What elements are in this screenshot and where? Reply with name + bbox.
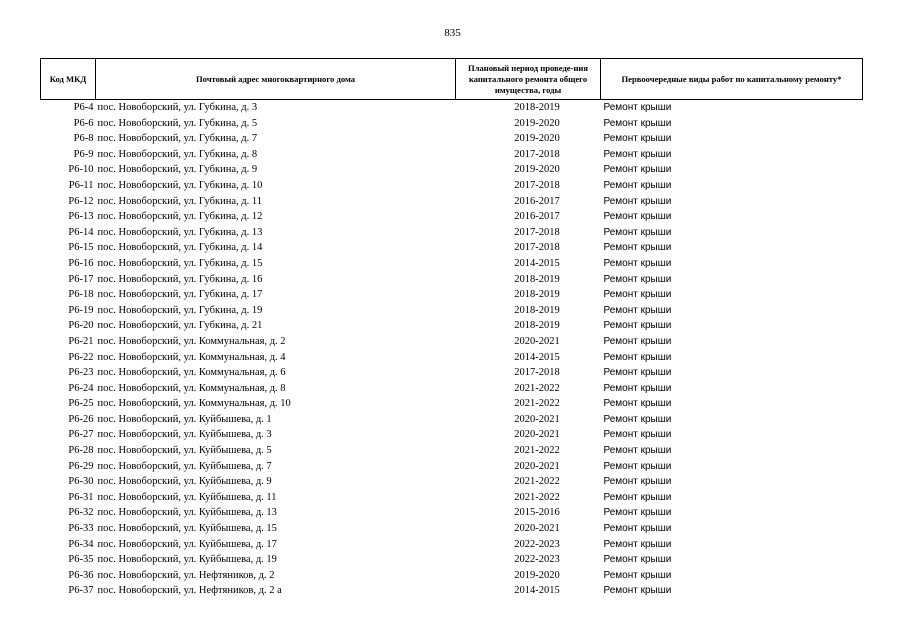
cell-address: пос. Новоборский, ул. Куйбышева, д. 9	[97, 476, 272, 488]
table-row	[41, 147, 863, 163]
cell-code: Р6-15	[68, 242, 94, 254]
cell-period: 2018-2019	[514, 304, 560, 316]
table-row	[41, 365, 863, 381]
cell-period: 2017-2018	[514, 226, 560, 238]
cell-works: Ремонт крыши	[603, 133, 672, 145]
cell-period: 2016-2017	[514, 195, 560, 207]
header-period: Плановый период проведе-ния капитального ремонта общего имущества, годы	[456, 59, 601, 100]
cell-period: 2014-2015	[514, 585, 560, 597]
cell-period: 2016-2017	[514, 211, 560, 223]
table-row	[41, 552, 863, 568]
cell-address: пос. Новоборский, ул. Губкина, д. 19	[97, 304, 263, 316]
cell-period: 2018-2019	[514, 273, 560, 285]
cell-works: Ремонт крыши	[603, 429, 672, 441]
cell-code: Р6-22	[68, 351, 94, 363]
cell-period: 2022-2023	[514, 538, 560, 550]
cell-code: Р6-19	[68, 304, 94, 316]
cell-code: Р6-18	[68, 289, 94, 301]
cell-code: Р6-14	[68, 226, 94, 238]
table-row	[41, 505, 863, 521]
cell-address: пос. Новоборский, ул. Куйбышева, д. 11	[97, 491, 277, 503]
table-row	[41, 116, 863, 132]
cell-period: 2022-2023	[514, 554, 560, 566]
cell-code: Р6-29	[68, 460, 94, 472]
table-row	[41, 381, 863, 397]
table-row	[41, 334, 863, 350]
cell-address: пос. Новоборский, ул. Губкина, д. 12	[97, 211, 263, 223]
table-header	[41, 59, 863, 100]
cell-code: Р6-16	[68, 257, 94, 269]
cell-period: 2020-2021	[514, 523, 560, 535]
cell-works: Ремонт крыши	[603, 289, 672, 301]
cell-works: Ремонт крыши	[603, 569, 672, 581]
cell-works: Ремонт крыши	[603, 367, 672, 379]
cell-code: Р6-25	[68, 398, 94, 410]
cell-code: Р6-10	[68, 164, 94, 176]
table-row	[41, 131, 863, 147]
cell-period: 2021-2022	[514, 476, 560, 488]
cell-code: Р6-24	[68, 382, 94, 394]
cell-works: Ремонт крыши	[603, 242, 672, 254]
header-code: Код МКД	[41, 59, 96, 100]
cell-code: Р6-12	[68, 195, 94, 207]
cell-works: Ремонт крыши	[603, 179, 672, 191]
cell-works: Ремонт крыши	[603, 491, 672, 503]
table-row	[41, 396, 863, 412]
cell-period: 2015-2016	[514, 507, 560, 519]
cell-address: пос. Новоборский, ул. Куйбышева, д. 7	[97, 460, 272, 472]
cell-works: Ремонт крыши	[603, 148, 672, 160]
cell-works: Ремонт крыши	[603, 445, 672, 457]
table-row	[41, 194, 863, 210]
cell-period: 2017-2018	[514, 148, 560, 160]
cell-address: пос. Новоборский, ул. Губкина, д. 17	[97, 289, 263, 301]
cell-works: Ремонт крыши	[603, 211, 672, 223]
cell-period: 2021-2022	[514, 382, 560, 394]
table-row	[41, 303, 863, 319]
cell-address: пос. Новоборский, ул. Коммунальная, д. 6	[97, 367, 286, 379]
cell-address: пос. Новоборский, ул. Губкина, д. 16	[97, 273, 263, 285]
cell-code: Р6-13	[68, 211, 94, 223]
cell-works: Ремонт крыши	[603, 460, 672, 472]
cell-address: пос. Новоборский, ул. Губкина, д. 14	[97, 242, 263, 254]
cell-code: Р6-21	[68, 335, 94, 347]
cell-address: пос. Новоборский, ул. Губкина, д. 15	[97, 257, 263, 269]
cell-address: пос. Новоборский, ул. Куйбышева, д. 17	[97, 538, 277, 550]
cell-code: Р6-35	[68, 554, 94, 566]
cell-code: Р6-30	[68, 476, 94, 488]
table-row	[41, 178, 863, 194]
page-number: 835	[444, 27, 461, 39]
cell-code: Р6-37	[68, 585, 94, 597]
table-row	[41, 443, 863, 459]
cell-works: Ремонт крыши	[603, 164, 672, 176]
cell-code: Р6-23	[68, 367, 94, 379]
table-row	[41, 568, 863, 584]
cell-period: 2021-2022	[514, 491, 560, 503]
cell-address: пос. Новоборский, ул. Коммунальная, д. 8	[97, 382, 286, 394]
cell-works: Ремонт крыши	[603, 507, 672, 519]
cell-address: пос. Новоборский, ул. Губкина, д. 5	[97, 117, 258, 129]
table-row	[41, 350, 863, 366]
cell-code: Р6-34	[68, 538, 94, 550]
cell-works: Ремонт крыши	[603, 413, 672, 425]
table-row	[41, 256, 863, 272]
cell-code: Р6-33	[68, 523, 94, 535]
table-row	[41, 162, 863, 178]
cell-period: 2019-2020	[514, 133, 560, 145]
cell-period: 2019-2020	[514, 164, 560, 176]
cell-period: 2020-2021	[514, 460, 560, 472]
table-row	[41, 459, 863, 475]
cell-code: Р6-17	[68, 273, 94, 285]
table-row	[41, 225, 863, 241]
table-row	[41, 272, 863, 288]
cell-code: Р6-8	[73, 133, 94, 145]
table-row	[41, 521, 863, 537]
cell-address: пос. Новоборский, ул. Губкина, д. 11	[97, 195, 262, 207]
cell-address: пос. Новоборский, ул. Куйбышева, д. 15	[97, 523, 277, 535]
cell-works: Ремонт крыши	[603, 538, 672, 550]
cell-address: пос. Новоборский, ул. Губкина, д. 21	[97, 320, 263, 332]
cell-address: пос. Новоборский, ул. Куйбышева, д. 3	[97, 429, 272, 441]
cell-address: пос. Новоборский, ул. Коммунальная, д. 10	[97, 398, 291, 410]
cell-address: пос. Новоборский, ул. Губкина, д. 13	[97, 226, 263, 238]
table-row	[41, 318, 863, 334]
cell-address: пос. Новоборский, ул. Куйбышева, д. 1	[97, 413, 272, 425]
cell-period: 2021-2022	[514, 398, 560, 410]
cell-period: 2014-2015	[514, 257, 560, 269]
table-row	[41, 240, 863, 256]
cell-period: 2017-2018	[514, 367, 560, 379]
cell-works: Ремонт крыши	[603, 554, 672, 566]
cell-period: 2020-2021	[514, 413, 560, 425]
capital-repair-table	[40, 58, 863, 599]
cell-works: Ремонт крыши	[603, 273, 672, 285]
cell-works: Ремонт крыши	[603, 585, 672, 597]
cell-works: Ремонт крыши	[603, 398, 672, 410]
cell-works: Ремонт крыши	[603, 320, 672, 332]
cell-code: Р6-27	[68, 429, 94, 441]
cell-works: Ремонт крыши	[603, 304, 672, 316]
cell-period: 2018-2019	[514, 102, 560, 113]
cell-code: Р6-20	[68, 320, 94, 332]
cell-works: Ремонт крыши	[603, 102, 672, 113]
header-works: Первоочередные виды работ по капитальному ремонту*	[601, 59, 863, 100]
cell-code: Р6-4	[73, 102, 94, 113]
cell-works: Ремонт крыши	[603, 335, 672, 347]
cell-address: пос. Новоборский, ул. Куйбышева, д. 19	[97, 554, 277, 566]
cell-code: Р6-36	[68, 569, 94, 581]
table-row	[41, 287, 863, 303]
cell-address: пос. Новоборский, ул. Губкина, д. 7	[97, 133, 258, 145]
cell-period: 2018-2019	[514, 320, 560, 332]
cell-period: 2019-2020	[514, 569, 560, 581]
cell-code: Р6-31	[68, 491, 94, 503]
cell-code: Р6-26	[68, 413, 94, 425]
cell-works: Ремонт крыши	[603, 257, 672, 269]
cell-period: 2014-2015	[514, 351, 560, 363]
cell-works: Ремонт крыши	[603, 382, 672, 394]
cell-works: Ремонт крыши	[603, 351, 672, 363]
cell-address: пос. Новоборский, ул. Губкина, д. 10	[97, 179, 263, 191]
cell-address: пос. Новоборский, ул. Куйбышева, д. 13	[97, 507, 277, 519]
cell-period: 2018-2019	[514, 289, 560, 301]
header-address: Почтовый адрес многоквартирного дома	[96, 59, 456, 100]
cell-code: Р6-6	[73, 117, 94, 129]
cell-code: Р6-11	[68, 179, 94, 191]
cell-address: пос. Новоборский, ул. Коммунальная, д. 2	[97, 335, 286, 347]
cell-address: пос. Новоборский, ул. Коммунальная, д. 4	[97, 351, 286, 363]
table-row	[41, 100, 863, 116]
cell-period: 2021-2022	[514, 445, 560, 457]
table-row	[41, 537, 863, 553]
cell-address: пос. Новоборский, ул. Нефтяников, д. 2 а	[97, 585, 282, 597]
table-body	[41, 100, 863, 600]
table-row	[41, 412, 863, 428]
table-row	[41, 427, 863, 443]
cell-period: 2017-2018	[514, 242, 560, 254]
cell-works: Ремонт крыши	[603, 195, 672, 207]
table-row	[41, 209, 863, 225]
cell-works: Ремонт крыши	[603, 523, 672, 535]
cell-address: пос. Новоборский, ул. Губкина, д. 8	[97, 148, 258, 160]
table-row	[41, 583, 863, 599]
cell-works: Ремонт крыши	[603, 476, 672, 488]
cell-address: пос. Новоборский, ул. Губкина, д. 9	[97, 164, 258, 176]
cell-period: 2020-2021	[514, 335, 560, 347]
cell-address: пос. Новоборский, ул. Губкина, д. 3	[97, 102, 258, 113]
table-row	[41, 474, 863, 490]
cell-address: пос. Новоборский, ул. Нефтяников, д. 2	[97, 569, 275, 581]
cell-code: Р6-28	[68, 445, 94, 457]
cell-works: Ремонт крыши	[603, 117, 672, 129]
table-row	[41, 490, 863, 506]
cell-address: пос. Новоборский, ул. Куйбышева, д. 5	[97, 445, 272, 457]
cell-code: Р6-9	[73, 148, 94, 160]
cell-code: Р6-32	[68, 507, 94, 519]
cell-period: 2020-2021	[514, 429, 560, 441]
cell-period: 2019-2020	[514, 117, 560, 129]
cell-period: 2017-2018	[514, 179, 560, 191]
cell-works: Ремонт крыши	[603, 226, 672, 238]
